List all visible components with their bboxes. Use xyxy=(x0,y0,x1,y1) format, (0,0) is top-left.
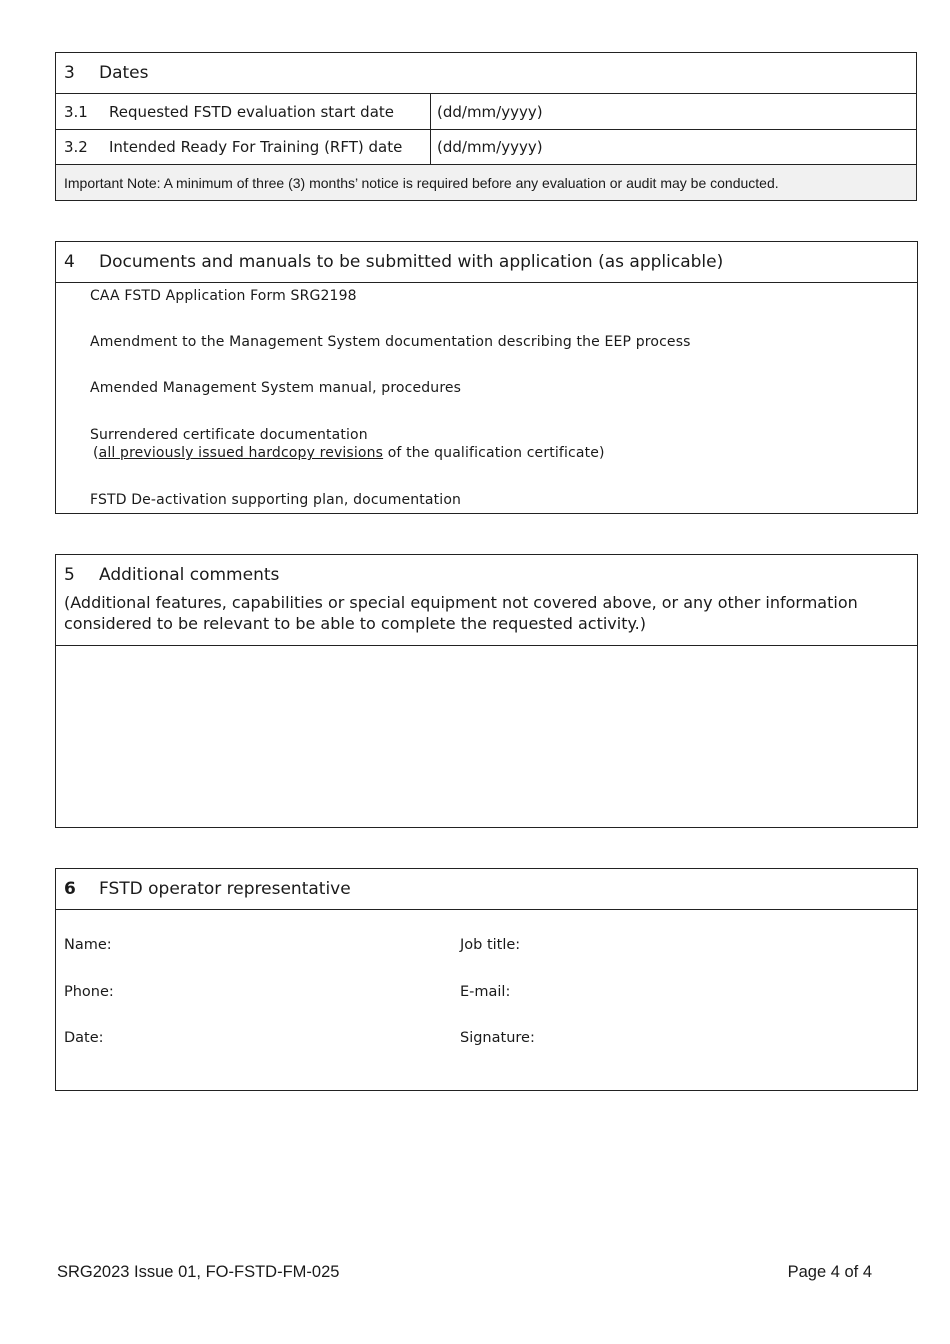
section-3-title: Dates xyxy=(99,63,149,83)
name-field[interactable] xyxy=(64,937,112,953)
email-label: E-mail: xyxy=(460,984,511,1000)
document-item-label: Surrendered certificate documentation xyxy=(90,427,368,443)
important-note-text: Important Note: A minimum of three (3) months’ notice is required before any evaluation or audit may be conducted. xyxy=(64,174,779,191)
date-row-start-label: Requested FSTD evaluation start date xyxy=(109,102,395,121)
document-item-deactivation-plan[interactable] xyxy=(90,492,461,508)
date-row-rft-number: 3.2 xyxy=(64,138,88,156)
date-field[interactable] xyxy=(64,1030,104,1046)
date-row-start-number: 3.1 xyxy=(64,102,88,121)
document-item-application-form[interactable] xyxy=(90,288,357,304)
section-5-number: 5 xyxy=(64,565,75,585)
surrendered-certificate-note xyxy=(93,445,605,461)
section-3-header xyxy=(56,53,916,93)
surrendered-note-rest: of the qualification certificate) xyxy=(383,445,605,461)
footer-page-number: Page 4 of 4 xyxy=(787,1263,872,1281)
surrendered-note-underlined: all previously issued hardcopy revisions xyxy=(98,445,384,461)
date-row-rft-label: Intended Ready For Training (RFT) date xyxy=(109,138,403,156)
representative-fields xyxy=(56,909,917,1090)
document-item-label: CAA FSTD Application Form SRG2198 xyxy=(90,288,357,304)
document-list xyxy=(56,282,917,513)
signature-field[interactable] xyxy=(460,1030,535,1046)
section-6-header xyxy=(56,869,917,909)
important-note xyxy=(56,164,916,200)
start-date-field[interactable] xyxy=(431,94,916,129)
email-field[interactable] xyxy=(460,984,510,1000)
document-item-label: Amended Management System manual, procedures xyxy=(90,380,462,396)
section-5-header xyxy=(56,555,917,645)
additional-comments-field[interactable] xyxy=(56,645,917,827)
job-title-field[interactable] xyxy=(460,937,520,953)
section-4-number: 4 xyxy=(64,252,75,272)
section-5-title: Additional comments xyxy=(99,565,280,585)
date-row-rft-label-cell xyxy=(56,130,431,164)
document-item-surrendered-certificate[interactable] xyxy=(90,427,368,443)
surrendered-note-open: ( xyxy=(93,445,99,461)
date-label: Date: xyxy=(64,1030,104,1046)
phone-label: Phone: xyxy=(64,984,114,1000)
name-label: Name: xyxy=(64,937,112,953)
date-row-start-label-cell xyxy=(56,94,431,129)
phone-field[interactable] xyxy=(64,984,114,1000)
section-5-description: (Additional features, capabilities or special equipment not covered above, or any other information considered to be relevant to be able to complete the requested activity.) xyxy=(64,593,858,633)
start-date-placeholder: (dd/mm/yyyy) xyxy=(437,102,543,121)
section-4-header xyxy=(56,242,917,282)
document-item-label: FSTD De-activation supporting plan, documentation xyxy=(90,492,462,508)
date-row-start xyxy=(56,93,916,129)
document-item-management-amendment[interactable] xyxy=(90,334,691,350)
section-5-title-line xyxy=(64,564,909,586)
footer-doc-ref: SRG2023 Issue 01, FO-FSTD-FM-025 xyxy=(57,1263,340,1281)
section-5-additional-comments xyxy=(55,554,918,828)
signature-label: Signature: xyxy=(460,1030,535,1046)
section-6-number: 6 xyxy=(64,879,76,899)
section-4-title: Documents and manuals to be submitted with application (as applicable) xyxy=(99,252,724,272)
rft-date-field[interactable] xyxy=(431,130,916,164)
section-3-number: 3 xyxy=(64,63,75,83)
date-row-rft xyxy=(56,129,916,164)
section-6-operator-representative xyxy=(55,868,918,1091)
section-4-documents xyxy=(55,241,918,514)
job-title-label: Job title: xyxy=(460,937,521,953)
document-item-management-manual[interactable] xyxy=(90,380,461,396)
section-6-title: FSTD operator representative xyxy=(99,879,351,899)
rft-date-placeholder: (dd/mm/yyyy) xyxy=(437,138,543,156)
section-3-dates xyxy=(55,52,917,201)
document-item-label: Amendment to the Management System documentation describing the EEP process xyxy=(90,334,691,350)
